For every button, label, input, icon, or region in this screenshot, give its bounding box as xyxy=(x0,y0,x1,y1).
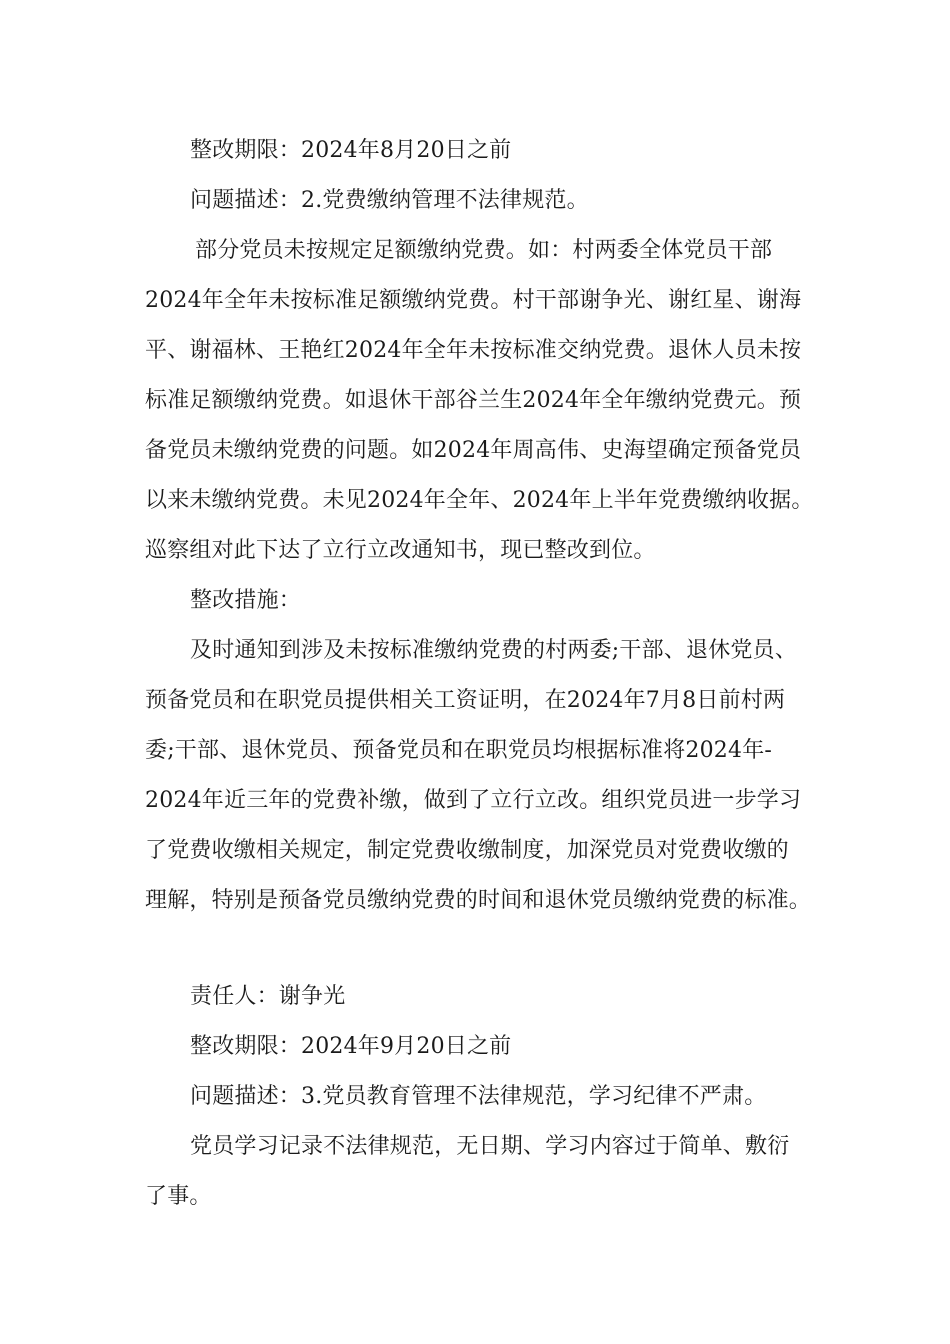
paragraph-line: 2024年全年未按标准足额缴纳党费。村干部谢争光、谢红星、谢海 xyxy=(145,288,802,313)
paragraph-line: 委;干部、退休党员、预备党员和在职党员均根据标准将2024年- xyxy=(145,738,773,763)
paragraph-line: 理解，特别是预备党员缴纳党费的时间和退休党员缴纳党费的标准。 xyxy=(145,888,812,913)
problem-description-3: 问题描述：3.党员教育管理不法律规范，学习纪律不严肃。 xyxy=(190,1084,767,1109)
paragraph-line: 标准足额缴纳党费。如退休干部谷兰生2024年全年缴纳党费元。预 xyxy=(145,388,802,413)
measures-heading: 整改措施： xyxy=(190,588,302,613)
deadline-line-2: 整改期限：2024年9月20日之前 xyxy=(190,1034,512,1059)
paragraph-line: 预备党员和在职党员提供相关工资证明，在2024年7月8日前村两 xyxy=(145,688,786,713)
paragraph-line: 以来未缴纳党费。未见2024年全年、2024年上半年党费缴纳收据。 xyxy=(145,488,814,513)
paragraph-line: 部分党员未按规定足额缴纳党费。如：村两委全体党员干部 xyxy=(195,238,773,263)
paragraph-line: 了事。 xyxy=(145,1184,212,1209)
paragraph-line: 党员学习记录不法律规范，无日期、学习内容过于简单、敷衍 xyxy=(190,1134,790,1159)
paragraph-line: 备党员未缴纳党费的问题。如2024年周高伟、史海望确定预备党员 xyxy=(145,438,802,463)
paragraph-line: 及时通知到涉及未按标准缴纳党费的村两委;干部、退休党员、 xyxy=(190,638,798,663)
paragraph-line: 平、谢福林、王艳红2024年全年未按标准交纳党费。退休人员未按 xyxy=(145,338,802,363)
problem-description-2: 问题描述：2.党费缴纳管理不法律规范。 xyxy=(190,188,589,213)
deadline-line-1: 整改期限：2024年8月20日之前 xyxy=(190,138,512,163)
responsible-person: 责任人：谢争光 xyxy=(190,984,346,1009)
paragraph-line: 2024年近三年的党费补缴，做到了立行立改。组织党员进一步学习 xyxy=(145,788,802,813)
paragraph-line: 了党费收缴相关规定，制定党费收缴制度，加深党员对党费收缴的 xyxy=(145,838,789,863)
paragraph-line: 巡察组对此下达了立行立改通知书，现已整改到位。 xyxy=(145,538,656,563)
